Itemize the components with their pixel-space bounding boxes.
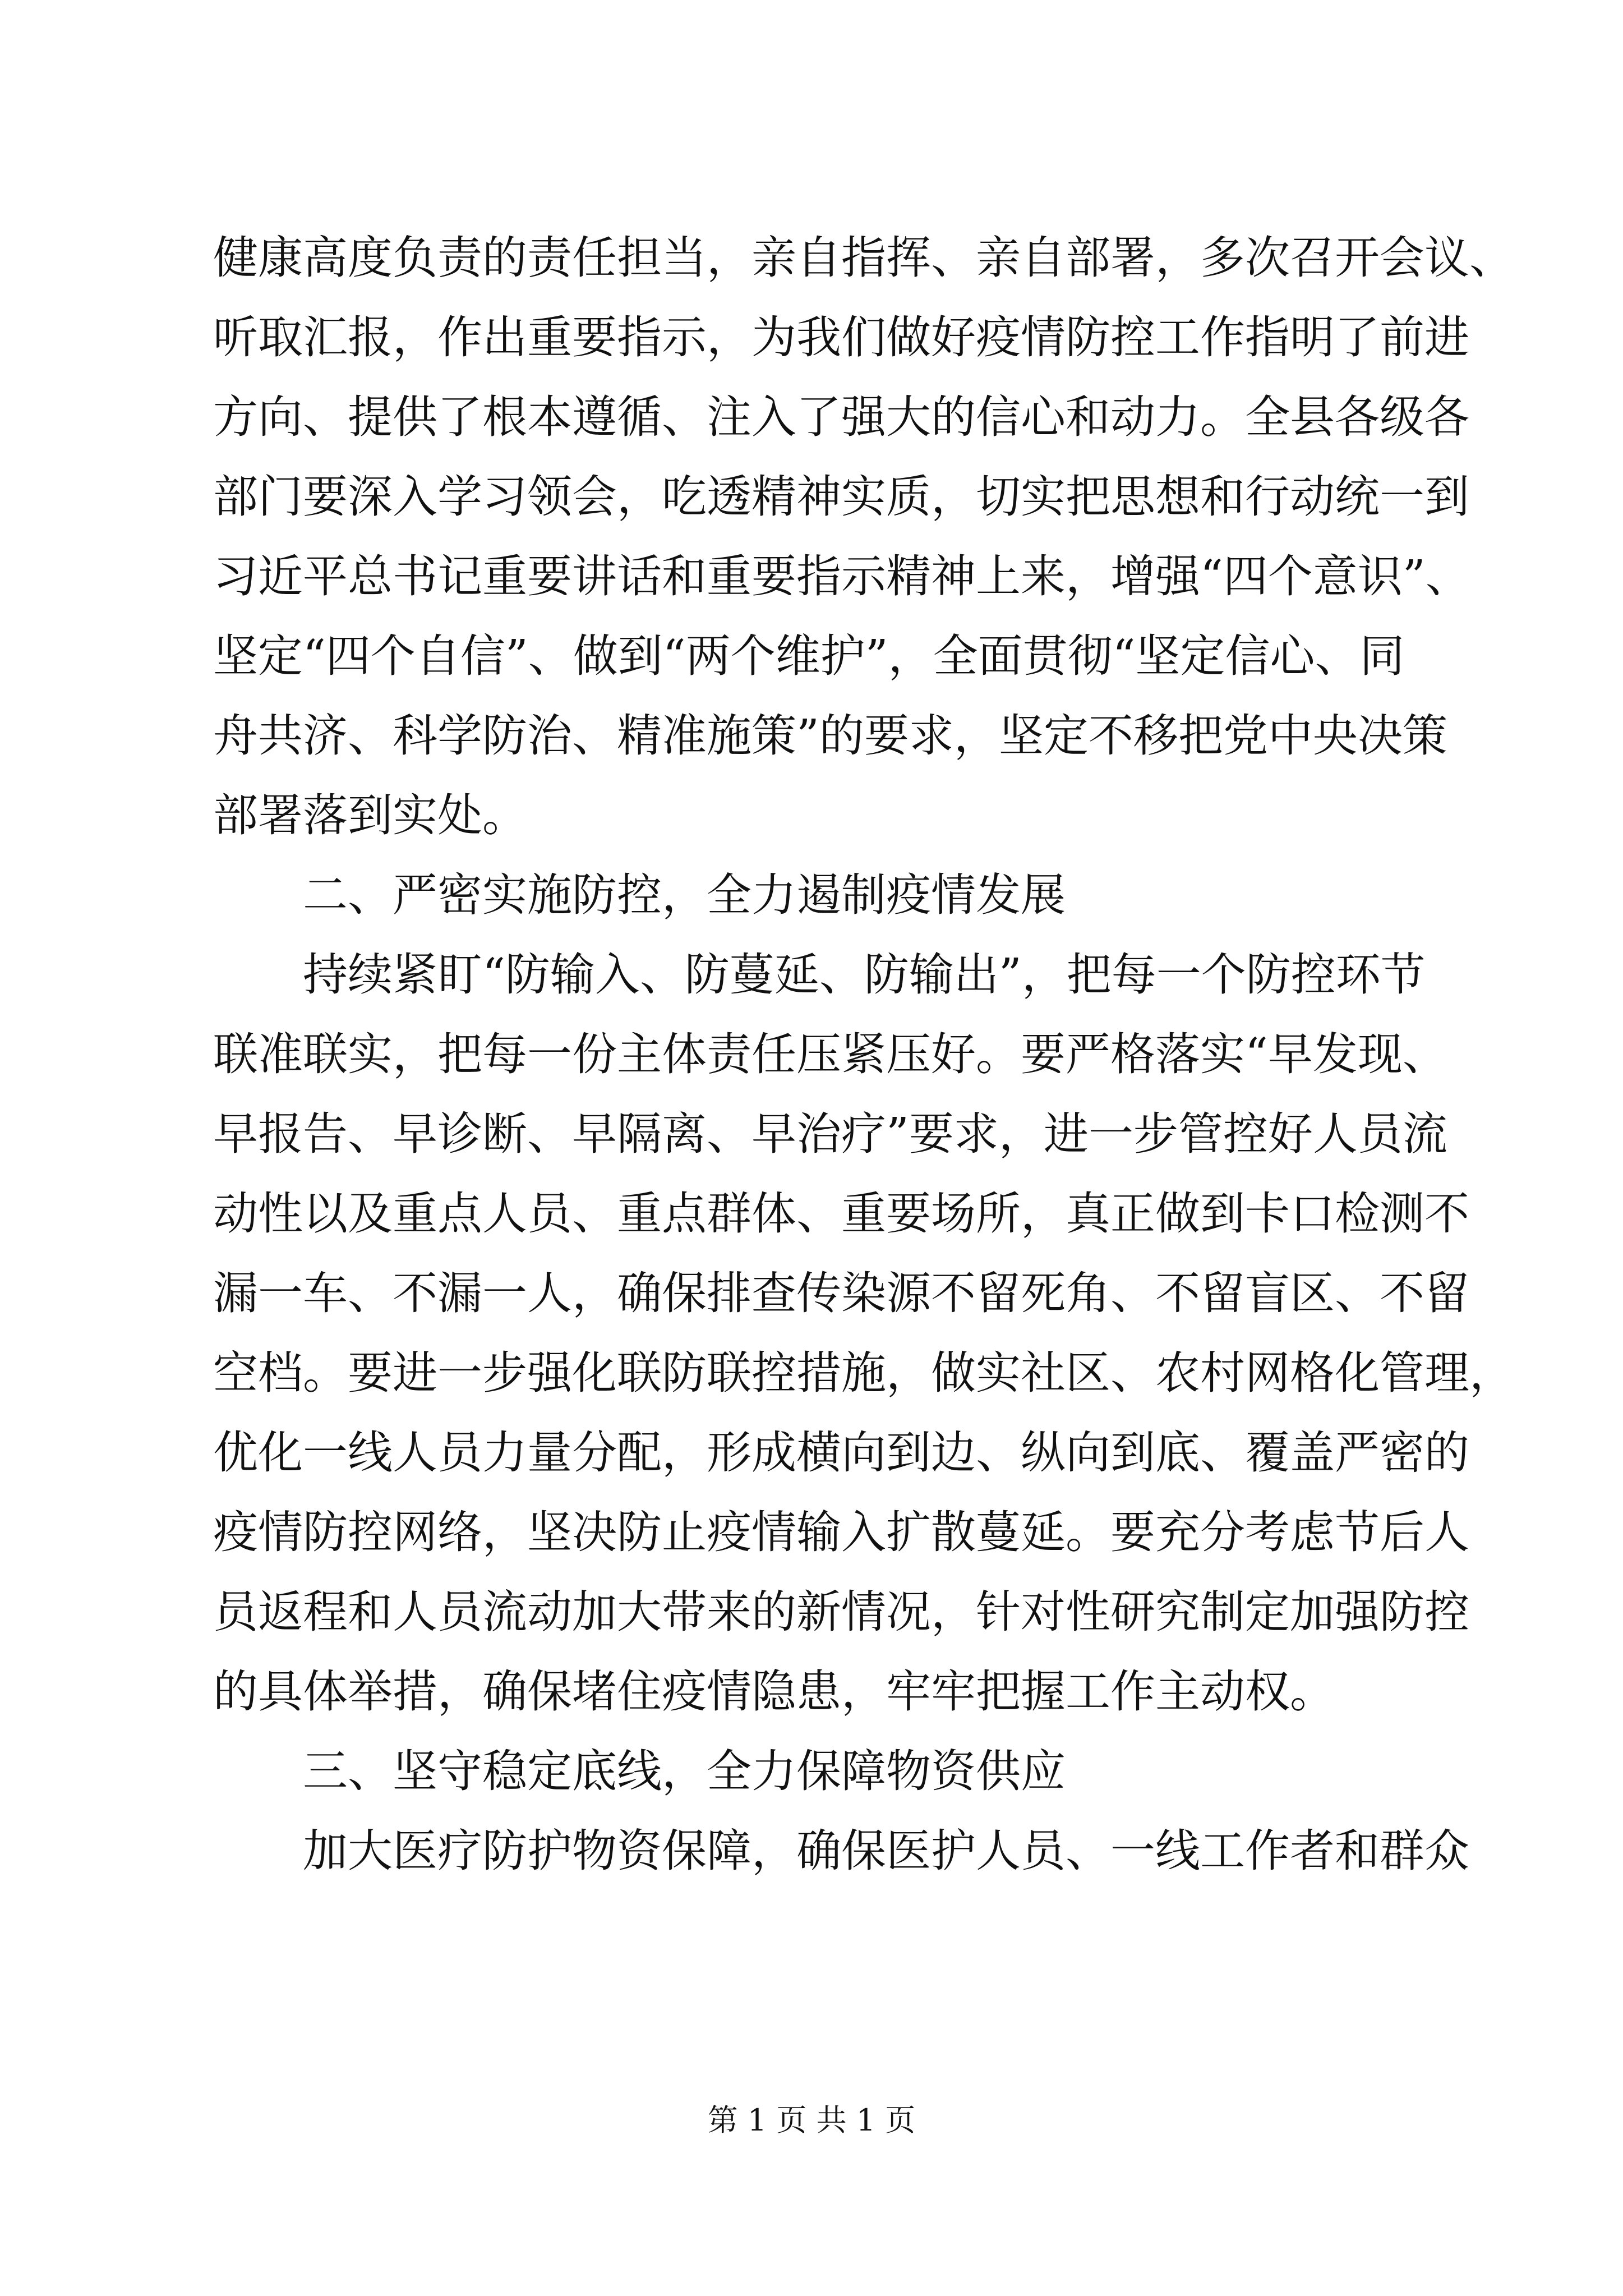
body-line: 舟共济、科学防治、精准施策”的要求，坚定不移把党中央决策	[213, 710, 1447, 762]
body-line: 空档。要进一步强化联防联控措施，做实社区、农村网格化管理，	[213, 1347, 1514, 1399]
body-line: 习近平总书记重要讲话和重要指示精神上来，增强“四个意识”、	[213, 550, 1470, 602]
body-line: 优化一线人员力量分配，形成横向到边、纵向到底、覆盖严密的	[213, 1427, 1469, 1479]
body-line: 听取汇报，作出重要指示，为我们做好疫情防控工作指明了前进	[213, 311, 1469, 364]
body-line: 坚定“四个自信”、做到“两个维护”，全面贯彻“坚定信心、同	[213, 630, 1405, 682]
body-line: 早报告、早诊断、早隔离、早治疗”要求，进一步管控好人员流	[213, 1108, 1447, 1160]
body-line: 持续紧盯“防输入、防蔓延、防输出”，把每一个防控环节	[303, 949, 1426, 1001]
body-line: 方向、提供了根本遵循、注入了强大的信心和动力。全县各级各	[213, 391, 1469, 443]
section-heading: 三、坚守稳定底线，全力保障物资供应	[303, 1745, 1066, 1797]
body-line: 漏一车、不漏一人，确保排查传染源不留死角、不留盲区、不留	[213, 1267, 1469, 1319]
body-line: 动性以及重点人员、重点群体、重要场所，真正做到卡口检测不	[213, 1188, 1469, 1240]
body-line: 加大医疗防护物资保障，确保医护人员、一线工作者和群众	[303, 1825, 1469, 1877]
body-line: 部署落到实处。	[213, 789, 527, 841]
body-line: 联准联实，把每一份主体责任压紧压好。要严格落实“早发现、	[213, 1028, 1447, 1080]
body-line: 疫情防控网络，坚决防止疫情输入扩散蔓延。要充分考虑节后人	[213, 1506, 1469, 1558]
page-footer: 第 1 页 共 1 页	[707, 2102, 916, 2138]
body-line: 的具体举措，确保堵住疫情隐患，牢牢把握工作主动权。	[213, 1665, 1335, 1718]
body-line: 部门要深入学习领会，吃透精神实质，切实把思想和行动统一到	[213, 471, 1469, 523]
body-line: 健康高度负责的责任担当，亲自指挥、亲自部署，多次召开会议、	[213, 232, 1514, 284]
body-line: 员返程和人员流动加大带来的新情况，针对性研究制定加强防控	[213, 1586, 1469, 1638]
section-heading: 二、严密实施防控，全力遏制疫情发展	[303, 869, 1066, 921]
